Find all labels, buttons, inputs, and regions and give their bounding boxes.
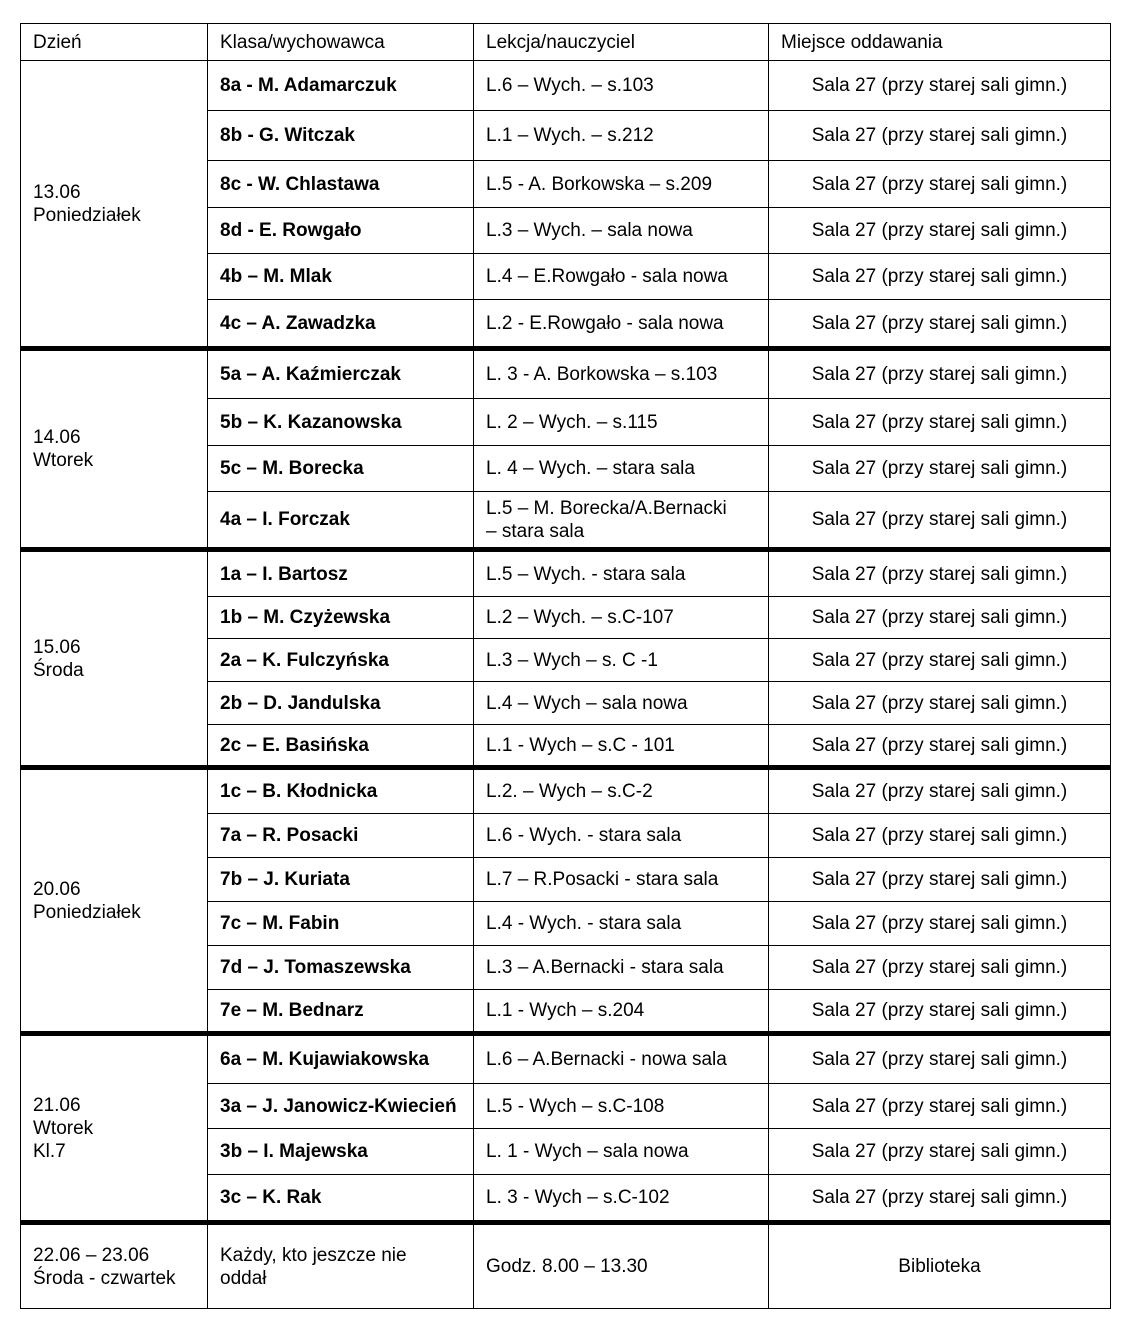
return-place-cell: Sala 27 (przy starej sali gimn.) [769, 61, 1111, 111]
return-place-cell: Sala 27 (przy starej sali gimn.) [769, 446, 1111, 492]
return-place-cell: Sala 27 (przy starej sali gimn.) [769, 300, 1111, 349]
day-cell-line: 15.06 [33, 636, 81, 658]
schedule-row [21, 1223, 1111, 1309]
day-cell-line: Wtorek [33, 1117, 94, 1139]
day-cell-line: Poniedziałek [33, 901, 141, 923]
lesson-cell: L. 2 – Wych. – s.115 [474, 399, 769, 446]
lesson-cell: L.4 – E.Rowgało - sala nowa [474, 254, 769, 300]
return-place-cell: Biblioteka [769, 1223, 1111, 1309]
lesson-cell: L.2 - E.Rowgało - sala nowa [474, 300, 769, 349]
lesson-cell: L.5 - A. Borkowska – s.209 [474, 161, 769, 208]
class-teacher-cell: 3a – J. Janowicz-Kwiecień [208, 1084, 474, 1129]
return-place-cell: Sala 27 (przy starej sali gimn.) [769, 1034, 1111, 1084]
lesson-cell: L.1 - Wych – s.204 [474, 990, 769, 1034]
lesson-cell: Godz. 8.00 – 13.30 [474, 1223, 769, 1309]
schedule-row [21, 349, 1111, 399]
lesson-cell: L.2. – Wych – s.C-2 [474, 768, 769, 814]
lesson-cell: L. 1 - Wych – sala nowa [474, 1129, 769, 1175]
lesson-cell: L.4 - Wych. - stara sala [474, 902, 769, 946]
class-teacher-cell: 4b – M. Mlak [208, 254, 474, 300]
day-cell-line: Kl.7 [33, 1140, 66, 1162]
class-teacher-cell: 7c – M. Fabin [208, 902, 474, 946]
lesson-cell: L.1 - Wych – s.C - 101 [474, 725, 769, 768]
lesson-cell: L. 3 - A. Borkowska – s.103 [474, 349, 769, 399]
return-place-cell: Sala 27 (przy starej sali gimn.) [769, 639, 1111, 682]
lesson-cell [474, 492, 769, 550]
class-teacher-cell: 2a – K. Fulczyńska [208, 639, 474, 682]
class-teacher-cell: 8d - E. Rowgało [208, 208, 474, 254]
header-lesson-teacher: Lekcja/nauczyciel [474, 24, 769, 61]
day-cell [21, 1223, 208, 1309]
return-place-cell: Sala 27 (przy starej sali gimn.) [769, 349, 1111, 399]
class-teacher-cell: 5b – K. Kazanowska [208, 399, 474, 446]
return-place-cell: Sala 27 (przy starej sali gimn.) [769, 399, 1111, 446]
lesson-cell: L. 4 – Wych. – stara sala [474, 446, 769, 492]
class-teacher-cell: 2b – D. Jandulska [208, 682, 474, 725]
lesson-cell: L.5 – Wych. - stara sala [474, 550, 769, 597]
day-cell-line: 22.06 – 23.06 [33, 1244, 150, 1266]
schedule-row [21, 550, 1111, 597]
return-place-cell: Sala 27 (przy starej sali gimn.) [769, 161, 1111, 208]
class-teacher-cell: 1b – M. Czyżewska [208, 597, 474, 639]
return-place-cell: Sala 27 (przy starej sali gimn.) [769, 492, 1111, 550]
class-teacher-cell: 7b – J. Kuriata [208, 858, 474, 902]
day-cell-line: Wtorek [33, 450, 94, 471]
return-place-cell: Sala 27 (przy starej sali gimn.) [769, 111, 1111, 161]
return-place-cell: Sala 27 (przy starej sali gimn.) [769, 254, 1111, 300]
class-teacher-cell [208, 1223, 474, 1309]
header-class-teacher: Klasa/wychowawca [208, 24, 474, 61]
return-place-cell: Sala 27 (przy starej sali gimn.) [769, 1129, 1111, 1175]
class-teacher-cell: 5c – M. Borecka [208, 446, 474, 492]
schedule-row [21, 1034, 1111, 1084]
header-day: Dzień [21, 24, 208, 61]
return-place-cell: Sala 27 (przy starej sali gimn.) [769, 1084, 1111, 1129]
schedule-table-body [21, 24, 1111, 1309]
lesson-cell: L.6 – A.Bernacki - nowa sala [474, 1034, 769, 1084]
lesson-cell: L.5 - Wych – s.C-108 [474, 1084, 769, 1129]
lesson-cell-line: – stara sala [486, 520, 585, 542]
return-schedule-document [20, 23, 1110, 1309]
day-cell-line: Poniedziałek [33, 204, 141, 226]
return-place-cell: Sala 27 (przy starej sali gimn.) [769, 550, 1111, 597]
header-row [21, 24, 1111, 61]
class-teacher-cell: 1a – I. Bartosz [208, 550, 474, 597]
day-cell [21, 550, 208, 768]
class-teacher-cell: 2c – E. Basińska [208, 725, 474, 768]
class-teacher-cell: 8a - M. Adamarczuk [208, 61, 474, 111]
schedule-table [20, 23, 1111, 1309]
return-place-cell: Sala 27 (przy starej sali gimn.) [769, 814, 1111, 858]
return-place-cell: Sala 27 (przy starej sali gimn.) [769, 208, 1111, 254]
class-teacher-cell: 3c – K. Rak [208, 1175, 474, 1223]
day-cell-line: Środa [33, 659, 84, 681]
return-place-cell: Sala 27 (przy starej sali gimn.) [769, 597, 1111, 639]
day-cell [21, 768, 208, 1034]
class-teacher-cell: 1c – B. Kłodnicka [208, 768, 474, 814]
class-teacher-cell: 7e – M. Bednarz [208, 990, 474, 1034]
class-teacher-cell-line: oddał [220, 1267, 267, 1289]
lesson-cell: L.1 – Wych. – s.212 [474, 111, 769, 161]
day-cell-line: 13.06 [33, 181, 81, 203]
return-place-cell: Sala 27 (przy starej sali gimn.) [769, 1175, 1111, 1223]
day-cell-line: 21.06 [33, 1094, 81, 1116]
lesson-cell: L. 3 - Wych – s.C-102 [474, 1175, 769, 1223]
day-cell-line: 14.06 [33, 427, 81, 448]
return-place-cell: Sala 27 (przy starej sali gimn.) [769, 768, 1111, 814]
day-cell-line: Środa - czwartek [33, 1267, 176, 1289]
schedule-row [21, 768, 1111, 814]
return-place-cell: Sala 27 (przy starej sali gimn.) [769, 902, 1111, 946]
return-place-cell: Sala 27 (przy starej sali gimn.) [769, 946, 1111, 990]
lesson-cell: L.6 - Wych. - stara sala [474, 814, 769, 858]
class-teacher-cell: 8c - W. Chlastawa [208, 161, 474, 208]
class-teacher-cell: 7a – R. Posacki [208, 814, 474, 858]
schedule-row [21, 61, 1111, 111]
class-teacher-cell-line: Każdy, kto jeszcze nie [220, 1244, 407, 1266]
class-teacher-cell: 4a – I. Forczak [208, 492, 474, 550]
lesson-cell: L.3 – A.Bernacki - stara sala [474, 946, 769, 990]
lesson-cell: L.3 – Wych – s. C -1 [474, 639, 769, 682]
class-teacher-cell: 7d – J. Tomaszewska [208, 946, 474, 990]
class-teacher-cell: 5a – A. Kaźmierczak [208, 349, 474, 399]
lesson-cell: L.6 – Wych. – s.103 [474, 61, 769, 111]
class-teacher-cell: 6a – M. Kujawiakowska [208, 1034, 474, 1084]
class-teacher-cell: 3b – I. Majewska [208, 1129, 474, 1175]
lesson-cell: L.7 – R.Posacki - stara sala [474, 858, 769, 902]
day-cell [21, 349, 208, 550]
lesson-cell-line: L.5 – M. Borecka/A.Bernacki [486, 497, 727, 519]
class-teacher-cell: 4c – A. Zawadzka [208, 300, 474, 349]
lesson-cell: L.3 – Wych. – sala nowa [474, 208, 769, 254]
lesson-cell: L.4 – Wych – sala nowa [474, 682, 769, 725]
lesson-cell: L.2 – Wych. – s.C-107 [474, 597, 769, 639]
header-return-place: Miejsce oddawania [769, 24, 1111, 61]
return-place-cell: Sala 27 (przy starej sali gimn.) [769, 682, 1111, 725]
return-place-cell: Sala 27 (przy starej sali gimn.) [769, 858, 1111, 902]
return-place-cell: Sala 27 (przy starej sali gimn.) [769, 725, 1111, 768]
class-teacher-cell: 8b - G. Witczak [208, 111, 474, 161]
return-place-cell: Sala 27 (przy starej sali gimn.) [769, 990, 1111, 1034]
day-cell [21, 1034, 208, 1223]
day-cell-line: 20.06 [33, 878, 81, 900]
day-cell [21, 61, 208, 349]
